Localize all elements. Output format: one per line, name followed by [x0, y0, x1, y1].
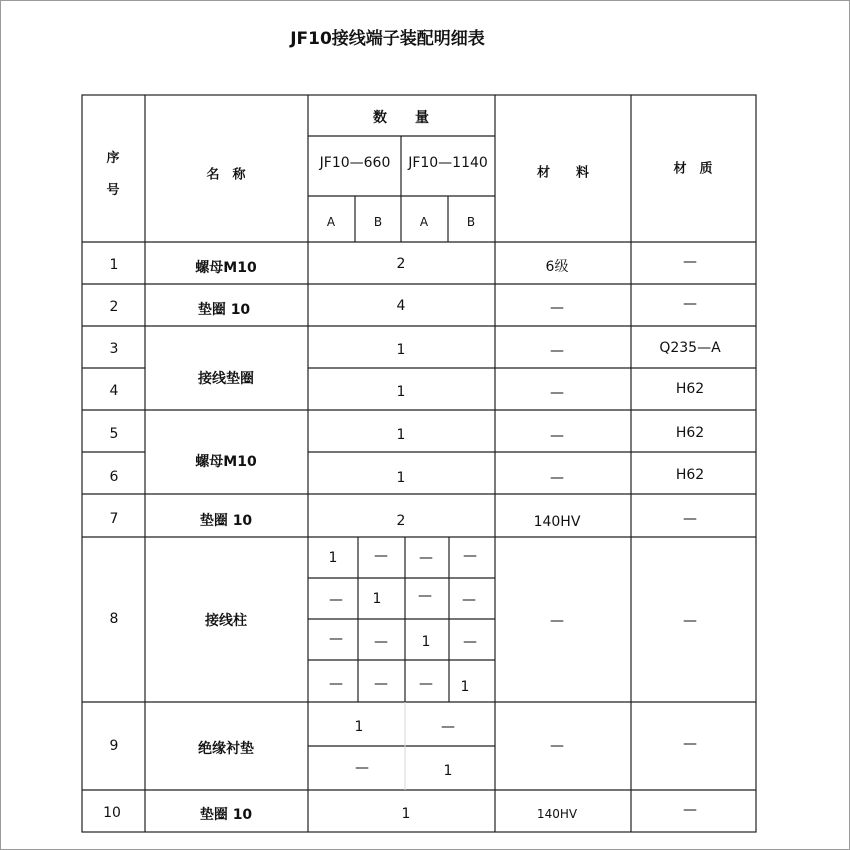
row-2-material: —	[550, 300, 564, 316]
header-sub-a1: A	[326, 215, 336, 229]
row-8-no: 8	[109, 611, 119, 627]
row-8-cell: 1	[460, 679, 470, 695]
row-8-cell: —	[462, 592, 476, 608]
row-10-grade: —	[683, 802, 697, 818]
row-8-cell: 1	[372, 591, 382, 607]
row-5-grade: H62	[675, 425, 705, 441]
row-8-cell: —	[374, 676, 388, 692]
row-9-cell: —	[355, 760, 369, 776]
row-10-name: 垫圈 10	[199, 807, 253, 823]
row-2-grade: —	[683, 296, 697, 312]
row-7-name: 垫圈 10	[199, 513, 253, 529]
row-8-cell: —	[374, 548, 388, 564]
row-6-qty: 1	[396, 470, 406, 486]
row-8-grade: —	[683, 613, 697, 629]
header-model-660: JF10—660	[319, 155, 391, 171]
header-name: 名 称	[206, 167, 246, 183]
row-9-material: —	[550, 738, 564, 754]
row-9-cell: 1	[354, 719, 364, 735]
row-4-material: —	[550, 385, 564, 401]
row-5-qty: 1	[396, 427, 406, 443]
row-8-cell: —	[374, 634, 388, 650]
row-8-cell: 1	[421, 634, 431, 650]
row-8-material: —	[550, 613, 564, 629]
row-7-material: 140HV	[533, 514, 581, 530]
row-5-material: —	[550, 428, 564, 444]
row-8-cell: —	[463, 548, 477, 564]
row-9-grade: —	[683, 736, 697, 752]
header-material: 材 料	[536, 165, 590, 181]
row-3-grade: Q235—A	[659, 340, 721, 356]
row-8-cell: 1	[328, 550, 338, 566]
row-1-name: 螺母M10	[195, 260, 257, 276]
row-10-no: 10	[103, 805, 121, 821]
header-grade: 材 质	[673, 161, 713, 177]
row-8-cell: —	[329, 631, 343, 647]
row-9-cell: —	[441, 719, 455, 735]
row-8-cell: —	[329, 676, 343, 692]
row-9-no: 9	[109, 738, 119, 754]
row-8-name: 接线柱	[205, 613, 247, 629]
header-model-1140: JF10—1140	[408, 155, 488, 171]
row-6-no: 6	[109, 469, 119, 485]
row-1-no: 1	[109, 257, 119, 273]
row-10-qty: 1	[401, 806, 411, 822]
row-6-material: —	[550, 470, 564, 486]
row-7-qty: 2	[396, 513, 406, 529]
row-9-cell: 1	[443, 763, 453, 779]
header-quantity: 数 量	[373, 110, 429, 126]
row-2-qty: 4	[396, 298, 406, 314]
row-8-cell: —	[329, 592, 343, 608]
rows-5-6-name: 螺母M10	[195, 454, 257, 470]
rows-3-4-name: 接线垫圈	[198, 371, 254, 387]
row-8-cell: —	[463, 634, 477, 650]
row-3-material: —	[550, 343, 564, 359]
row-4-qty: 1	[396, 384, 406, 400]
row-1-material: 6级	[545, 259, 569, 275]
row-4-grade: H62	[675, 381, 705, 397]
row-8-cell: —	[419, 550, 433, 566]
header-sub-a2: A	[419, 215, 429, 229]
row-7-no: 7	[109, 511, 119, 527]
row-10-material: 140HV	[536, 807, 578, 821]
row-1-grade: —	[683, 254, 697, 270]
row-8-cell: —	[418, 588, 432, 604]
row-4-no: 4	[109, 383, 119, 399]
row-1-qty: 2	[396, 256, 406, 272]
row-2-name: 垫圈 10	[197, 302, 251, 318]
row-6-grade: H62	[675, 467, 705, 483]
header-sub-b1: B	[373, 215, 383, 229]
row-5-no: 5	[109, 426, 119, 442]
row-9-name: 绝缘衬垫	[198, 741, 254, 757]
row-2-no: 2	[109, 299, 119, 315]
header-sub-b2: B	[466, 215, 476, 229]
row-3-no: 3	[109, 341, 119, 357]
row-3-qty: 1	[396, 342, 406, 358]
table-title: JF10接线端子装配明细表	[290, 29, 485, 49]
row-7-grade: —	[683, 511, 697, 527]
header-seq: 序 号	[106, 151, 120, 198]
row-8-cell: —	[419, 676, 433, 692]
